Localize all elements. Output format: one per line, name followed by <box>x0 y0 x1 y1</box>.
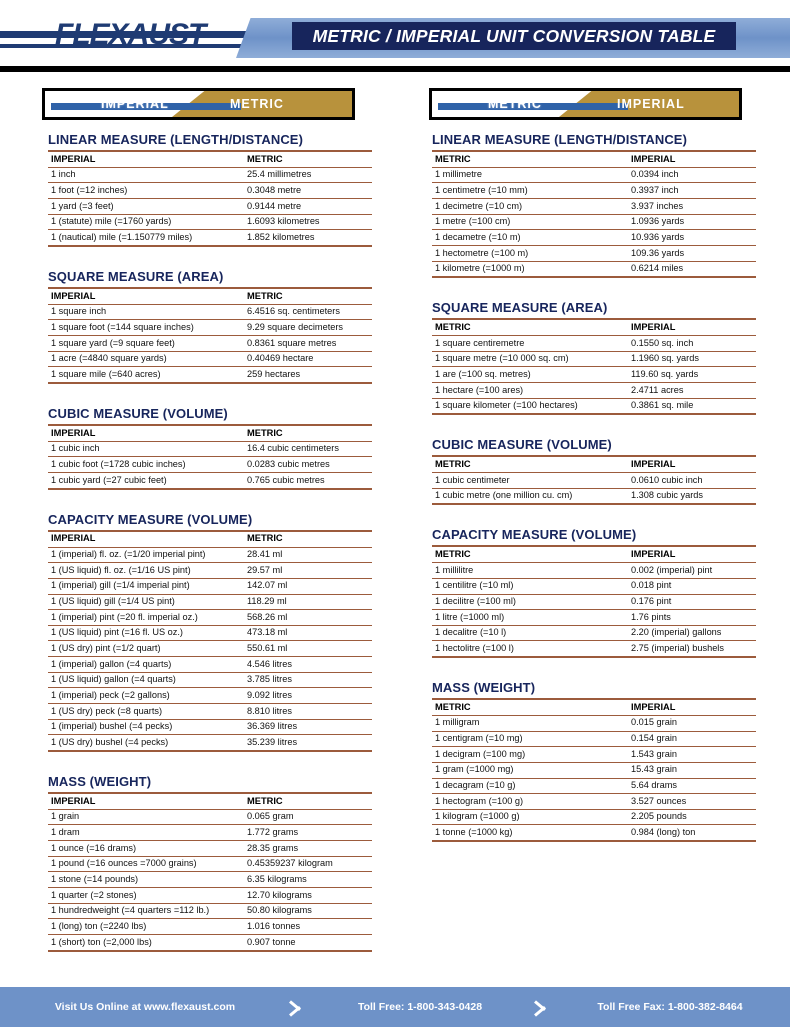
table-row <box>48 457 372 473</box>
equivalent-cell: 2.75 (imperial) bushels <box>628 641 756 657</box>
equivalent-cell: 0.002 (imperial) pint <box>628 563 756 579</box>
unit-cell: 1 centimetre (=10 mm) <box>432 183 628 199</box>
column-header: METRIC <box>244 288 372 304</box>
column-header: IMPERIAL <box>48 531 244 547</box>
unit-cell: 1 millimetre <box>432 167 628 183</box>
equivalent-cell: 28.35 grams <box>244 841 372 857</box>
table-row <box>48 351 372 367</box>
unit-cell: 1 (US dry) bushel (=4 pecks) <box>48 735 244 751</box>
conversion-section <box>48 406 378 490</box>
table-row <box>432 563 756 579</box>
table-row <box>48 167 372 183</box>
unit-cell: 1 (long) ton (=2240 lbs) <box>48 919 244 935</box>
section-title: SQUARE MEASURE (AREA) <box>48 269 224 285</box>
equivalent-cell: 35.239 litres <box>244 735 372 751</box>
table-row <box>48 888 372 904</box>
equivalent-cell: 1.016 tonnes <box>244 919 372 935</box>
table-row <box>48 641 372 657</box>
table-row <box>48 214 372 230</box>
unit-cell: 1 (US liquid) fl. oz. (=1/16 US pint) <box>48 563 244 579</box>
table-row <box>48 688 372 704</box>
equivalent-cell: 142.07 ml <box>244 578 372 594</box>
equivalent-cell: 1.772 grams <box>244 825 372 841</box>
equivalent-cell: 0.176 pint <box>628 594 756 610</box>
table-row <box>432 214 756 230</box>
equivalent-cell: 16.4 cubic centimeters <box>244 441 372 457</box>
table-row <box>432 778 756 794</box>
unit-cell: 1 square inch <box>48 304 244 320</box>
column-header: IMPERIAL <box>628 456 756 472</box>
unit-cell: 1 (imperial) gill (=1/4 imperial pint) <box>48 578 244 594</box>
conversion-section <box>432 437 762 505</box>
table-header-row <box>48 793 372 809</box>
section-title: CUBIC MEASURE (VOLUME) <box>432 437 612 453</box>
unit-cell: 1 (imperial) gallon (=4 quarts) <box>48 657 244 673</box>
conversion-section <box>432 527 762 658</box>
unit-cell: 1 quarter (=2 stones) <box>48 888 244 904</box>
table-row <box>48 183 372 199</box>
column-header: METRIC <box>432 456 628 472</box>
column-header: IMPERIAL <box>628 151 756 167</box>
right-column-banner <box>429 88 742 120</box>
page-header <box>0 0 790 72</box>
equivalent-cell: 0.6214 miles <box>628 261 756 277</box>
equivalent-cell: 9.092 litres <box>244 688 372 704</box>
unit-cell: 1 (imperial) peck (=2 gallons) <box>48 688 244 704</box>
table-row <box>432 383 756 399</box>
equivalent-cell: 0.765 cubic metres <box>244 473 372 489</box>
conversion-table <box>432 455 756 505</box>
equivalent-cell: 10.936 yards <box>628 230 756 246</box>
table-row <box>48 919 372 935</box>
column-header: IMPERIAL <box>48 425 244 441</box>
table-row <box>48 625 372 641</box>
table-row <box>48 199 372 215</box>
equivalent-cell: 12.70 kilograms <box>244 888 372 904</box>
unit-cell: 1 cubic metre (one million cu. cm) <box>432 488 628 504</box>
unit-cell: 1 decigram (=100 mg) <box>432 747 628 763</box>
table-row <box>432 261 756 277</box>
chevron-right-icon <box>535 995 550 1019</box>
table-row <box>48 935 372 951</box>
unit-cell: 1 cubic inch <box>48 441 244 457</box>
unit-cell: 1 dram <box>48 825 244 841</box>
table-row <box>432 473 756 489</box>
unit-cell: 1 square metre (=10 000 sq. cm) <box>432 351 628 367</box>
table-row <box>432 809 756 825</box>
table-row <box>48 825 372 841</box>
left-column-banner <box>42 88 355 120</box>
table-row <box>48 610 372 626</box>
unit-cell: 1 (imperial) bushel (=4 pecks) <box>48 719 244 735</box>
unit-cell: 1 gram (=1000 mg) <box>432 762 628 778</box>
unit-cell: 1 kilogram (=1000 g) <box>432 809 628 825</box>
unit-cell: 1 hectogram (=100 g) <box>432 794 628 810</box>
unit-cell: 1 square centiremetre <box>432 336 628 352</box>
table-row <box>48 704 372 720</box>
column-header: METRIC <box>244 151 372 167</box>
table-row <box>48 657 372 673</box>
equivalent-cell: 15.43 grain <box>628 762 756 778</box>
unit-cell: 1 decimetre (=10 cm) <box>432 199 628 215</box>
equivalent-cell: 0.8361 square metres <box>244 336 372 352</box>
unit-cell: 1 (US dry) peck (=8 quarts) <box>48 704 244 720</box>
equivalent-cell: 1.76 pints <box>628 610 756 626</box>
equivalent-cell: 4.546 litres <box>244 657 372 673</box>
section-title: CAPACITY MEASURE (VOLUME) <box>432 527 637 543</box>
table-row <box>48 856 372 872</box>
column-header: METRIC <box>432 699 628 715</box>
unit-cell: 1 ounce (=16 drams) <box>48 841 244 857</box>
left-banner-label-imperial: IMPERIAL <box>101 97 169 111</box>
equivalent-cell: 3.937 inches <box>628 199 756 215</box>
table-row <box>432 747 756 763</box>
left-conversion-column <box>48 132 378 974</box>
unit-cell: 1 millilitre <box>432 563 628 579</box>
unit-cell: 1 milligram <box>432 715 628 731</box>
equivalent-cell: 0.3861 sq. mile <box>628 398 756 414</box>
equivalent-cell: 568.26 ml <box>244 610 372 626</box>
equivalent-cell: 0.40469 hectare <box>244 351 372 367</box>
unit-cell: 1 decametre (=10 m) <box>432 230 628 246</box>
table-row <box>432 731 756 747</box>
table-row <box>432 351 756 367</box>
conversion-section <box>432 300 762 415</box>
conversion-table <box>48 424 372 490</box>
table-row <box>48 735 372 751</box>
footer-toll-free-fax: Toll Free Fax: 1-800-382-8464 <box>597 1001 743 1013</box>
column-header: IMPERIAL <box>48 288 244 304</box>
table-row <box>48 563 372 579</box>
equivalent-cell: 1.1960 sq. yards <box>628 351 756 367</box>
unit-cell: 1 kilometre (=1000 m) <box>432 261 628 277</box>
table-row <box>432 488 756 504</box>
unit-cell: 1 foot (=12 inches) <box>48 183 244 199</box>
conversion-section <box>48 132 378 247</box>
table-row <box>432 183 756 199</box>
page-title-text: METRIC / IMPERIAL UNIT CONVERSION TABLE <box>312 25 716 46</box>
equivalent-cell: 0.984 (long) ton <box>628 825 756 841</box>
table-header-row <box>432 456 756 472</box>
table-row <box>48 809 372 825</box>
equivalent-cell: 50.80 kilograms <box>244 903 372 919</box>
table-header-row <box>432 546 756 562</box>
column-header: IMPERIAL <box>628 699 756 715</box>
equivalent-cell: 25.4 millimetres <box>244 167 372 183</box>
table-row <box>48 473 372 489</box>
equivalent-cell: 0.3048 metre <box>244 183 372 199</box>
table-header-row <box>48 425 372 441</box>
unit-cell: 1 square yard (=9 square feet) <box>48 336 244 352</box>
unit-cell: 1 inch <box>48 167 244 183</box>
table-row <box>48 719 372 735</box>
unit-cell: 1 (US liquid) gill (=1/4 US pint) <box>48 594 244 610</box>
equivalent-cell: 0.065 gram <box>244 809 372 825</box>
table-row <box>432 610 756 626</box>
conversion-table <box>432 150 756 278</box>
equivalent-cell: 0.907 tonne <box>244 935 372 951</box>
equivalent-cell: 0.9144 metre <box>244 199 372 215</box>
column-header: IMPERIAL <box>628 319 756 335</box>
unit-cell: 1 cubic yard (=27 cubic feet) <box>48 473 244 489</box>
table-row <box>48 547 372 563</box>
equivalent-cell: 0.154 grain <box>628 731 756 747</box>
unit-cell: 1 are (=100 sq. metres) <box>432 367 628 383</box>
column-header: METRIC <box>432 151 628 167</box>
table-row <box>48 872 372 888</box>
unit-cell: 1 square foot (=144 square inches) <box>48 320 244 336</box>
unit-cell: 1 decagram (=10 g) <box>432 778 628 794</box>
footer-toll-free: Toll Free: 1-800-343-0428 <box>357 1001 483 1013</box>
column-header: METRIC <box>244 425 372 441</box>
left-banner-label-metric: METRIC <box>230 97 284 111</box>
unit-cell: 1 hectare (=100 ares) <box>432 383 628 399</box>
unit-cell: 1 yard (=3 feet) <box>48 199 244 215</box>
equivalent-cell: 0.3937 inch <box>628 183 756 199</box>
table-row <box>432 336 756 352</box>
unit-cell: 1 decalitre (=10 l) <box>432 625 628 641</box>
unit-cell: 1 acre (=4840 square yards) <box>48 351 244 367</box>
table-row <box>432 594 756 610</box>
table-row <box>432 715 756 731</box>
table-row <box>48 578 372 594</box>
equivalent-cell: 118.29 ml <box>244 594 372 610</box>
conversion-table <box>48 530 372 752</box>
section-title: MASS (WEIGHT) <box>48 774 152 790</box>
page-title <box>292 22 736 50</box>
table-row <box>432 762 756 778</box>
equivalent-cell: 6.35 kilograms <box>244 872 372 888</box>
table-row <box>432 230 756 246</box>
conversion-section <box>432 680 762 842</box>
equivalent-cell: 473.18 ml <box>244 625 372 641</box>
equivalent-cell: 0.018 pint <box>628 578 756 594</box>
equivalent-cell: 109.36 yards <box>628 246 756 262</box>
conversion-table <box>432 698 756 842</box>
logo-wordmark: FLEXAUST <box>55 22 206 51</box>
equivalent-cell: 2.20 (imperial) gallons <box>628 625 756 641</box>
table-header-row <box>432 699 756 715</box>
equivalent-cell: 3.785 litres <box>244 672 372 688</box>
equivalent-cell: 259 hectares <box>244 367 372 383</box>
conversion-section <box>432 132 762 278</box>
table-row <box>432 825 756 841</box>
conversion-table <box>432 318 756 415</box>
equivalent-cell: 0.0394 inch <box>628 167 756 183</box>
unit-cell: 1 (US liquid) gallon (=4 quarts) <box>48 672 244 688</box>
equivalent-cell: 9.29 square decimeters <box>244 320 372 336</box>
unit-cell: 1 square mile (=640 acres) <box>48 367 244 383</box>
table-row <box>48 594 372 610</box>
table-row <box>432 641 756 657</box>
column-header: IMPERIAL <box>628 546 756 562</box>
unit-cell: 1 cubic foot (=1728 cubic inches) <box>48 457 244 473</box>
table-row <box>432 625 756 641</box>
column-header: METRIC <box>432 546 628 562</box>
table-row <box>432 367 756 383</box>
unit-cell: 1 (short) ton (=2,000 lbs) <box>48 935 244 951</box>
equivalent-cell: 28.41 ml <box>244 547 372 563</box>
equivalent-cell: 2.205 pounds <box>628 809 756 825</box>
unit-cell: 1 grain <box>48 809 244 825</box>
conversion-table <box>48 150 372 247</box>
section-title: LINEAR MEASURE (LENGTH/DISTANCE) <box>48 132 304 147</box>
section-title: LINEAR MEASURE (LENGTH/DISTANCE) <box>432 132 688 147</box>
footer-website[interactable]: Visit Us Online at www.flexaust.com <box>54 1001 236 1013</box>
section-title: CAPACITY MEASURE (VOLUME) <box>48 511 253 527</box>
equivalent-cell: 0.0610 cubic inch <box>628 473 756 489</box>
unit-cell: 1 pound (=16 ounces =7000 grains) <box>48 856 244 872</box>
unit-cell: 1 (imperial) fl. oz. (=1/20 imperial pint) <box>48 547 244 563</box>
column-header: IMPERIAL <box>48 793 244 809</box>
equivalent-cell: 1.6093 kilometres <box>244 214 372 230</box>
table-header-row <box>48 288 372 304</box>
table-row <box>432 794 756 810</box>
unit-cell: 1 decilitre (=100 ml) <box>432 594 628 610</box>
unit-cell: 1 hundredweight (=4 quarters =112 lb.) <box>48 903 244 919</box>
unit-cell: 1 (US liquid) pint (=16 fl. US oz.) <box>48 625 244 641</box>
table-header-row <box>432 151 756 167</box>
unit-cell: 1 (nautical) mile (=1.150779 miles) <box>48 230 244 246</box>
table-row <box>432 398 756 414</box>
conversion-section <box>48 269 378 384</box>
table-row <box>432 246 756 262</box>
table-row <box>48 320 372 336</box>
table-row <box>48 367 372 383</box>
unit-cell: 1 centilitre (=10 ml) <box>432 578 628 594</box>
unit-cell: 1 (US dry) pint (=1/2 quart) <box>48 641 244 657</box>
column-header: METRIC <box>432 319 628 335</box>
table-row <box>48 903 372 919</box>
section-title: CUBIC MEASURE (VOLUME) <box>48 406 228 422</box>
table-row <box>432 167 756 183</box>
equivalent-cell: 36.369 litres <box>244 719 372 735</box>
equivalent-cell: 0.1550 sq. inch <box>628 336 756 352</box>
unit-cell: 1 metre (=100 cm) <box>432 214 628 230</box>
unit-cell: 1 tonne (=1000 kg) <box>432 825 628 841</box>
table-row <box>48 336 372 352</box>
conversion-table <box>48 792 372 952</box>
unit-cell: 1 (statute) mile (=1760 yards) <box>48 214 244 230</box>
equivalent-cell: 550.61 ml <box>244 641 372 657</box>
table-row <box>432 578 756 594</box>
unit-cell: 1 hectolitre (=100 l) <box>432 641 628 657</box>
equivalent-cell: 8.810 litres <box>244 704 372 720</box>
right-banner-label-metric: METRIC <box>488 97 542 111</box>
table-row <box>48 672 372 688</box>
equivalent-cell: 0.45359237 kilogram <box>244 856 372 872</box>
equivalent-cell: 2.4711 acres <box>628 383 756 399</box>
right-conversion-column <box>432 132 762 864</box>
equivalent-cell: 1.543 grain <box>628 747 756 763</box>
column-header: IMPERIAL <box>48 151 244 167</box>
equivalent-cell: 0.0283 cubic metres <box>244 457 372 473</box>
right-banner-label-imperial: IMPERIAL <box>617 97 685 111</box>
column-header: METRIC <box>244 531 372 547</box>
table-row <box>48 230 372 246</box>
equivalent-cell: 5.64 drams <box>628 778 756 794</box>
unit-cell: 1 stone (=14 pounds) <box>48 872 244 888</box>
section-title: MASS (WEIGHT) <box>432 680 536 696</box>
section-title: SQUARE MEASURE (AREA) <box>432 300 608 316</box>
equivalent-cell: 1.308 cubic yards <box>628 488 756 504</box>
equivalent-cell: 119.60 sq. yards <box>628 367 756 383</box>
unit-cell: 1 cubic centimeter <box>432 473 628 489</box>
conversion-section <box>48 774 378 952</box>
table-header-row <box>48 151 372 167</box>
header-divider <box>0 66 790 72</box>
table-row <box>48 304 372 320</box>
conversion-section <box>48 512 378 752</box>
table-row <box>48 841 372 857</box>
unit-cell: 1 (imperial) pint (=20 fl. imperial oz.) <box>48 610 244 626</box>
chevron-right-icon <box>290 995 305 1019</box>
equivalent-cell: 29.57 ml <box>244 563 372 579</box>
equivalent-cell: 1.0936 yards <box>628 214 756 230</box>
unit-cell: 1 litre (=1000 ml) <box>432 610 628 626</box>
equivalent-cell: 3.527 ounces <box>628 794 756 810</box>
column-header: METRIC <box>244 793 372 809</box>
table-header-row <box>432 319 756 335</box>
equivalent-cell: 6.4516 sq. centimeters <box>244 304 372 320</box>
unit-cell: 1 square kilometer (=100 hectares) <box>432 398 628 414</box>
conversion-table <box>432 545 756 658</box>
table-row <box>432 199 756 215</box>
equivalent-cell: 1.852 kilometres <box>244 230 372 246</box>
unit-cell: 1 hectometre (=100 m) <box>432 246 628 262</box>
unit-cell: 1 centigram (=10 mg) <box>432 731 628 747</box>
conversion-table <box>48 287 372 384</box>
equivalent-cell: 0.015 grain <box>628 715 756 731</box>
table-header-row <box>48 531 372 547</box>
page-footer <box>0 987 790 1027</box>
table-row <box>48 441 372 457</box>
